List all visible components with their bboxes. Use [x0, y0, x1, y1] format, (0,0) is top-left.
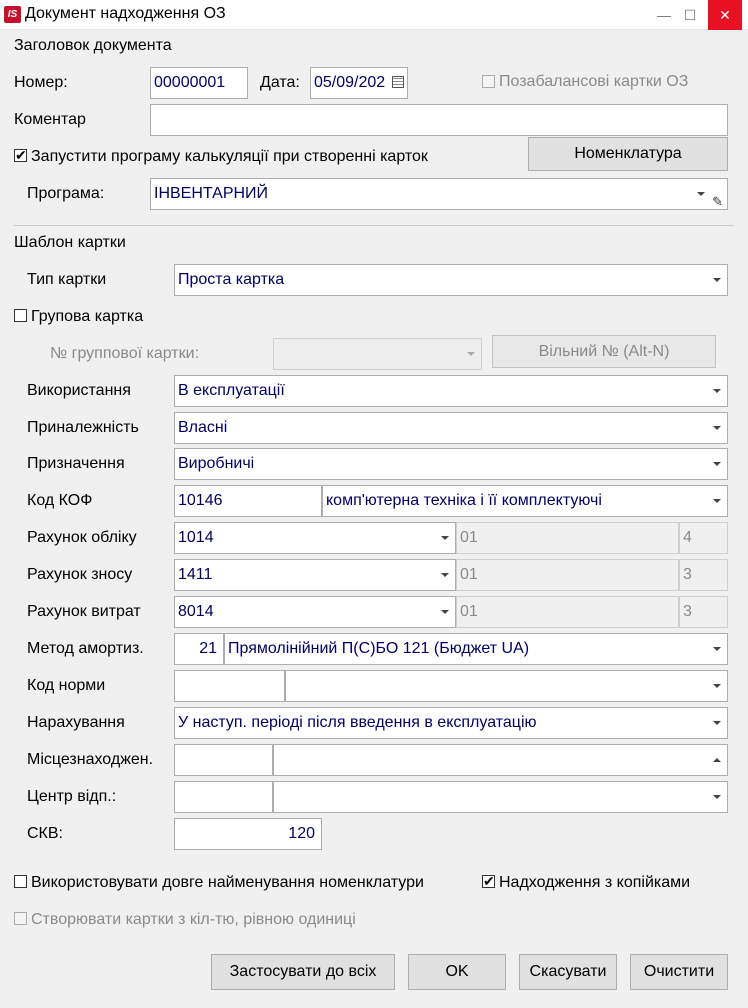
method-select[interactable] — [224, 633, 728, 665]
comment-label: Коментар — [14, 111, 86, 128]
group-card-checkbox[interactable] — [14, 309, 27, 322]
card-type-label: Тип картки — [27, 271, 107, 288]
calendar-icon[interactable] — [392, 76, 404, 88]
ownership-select[interactable] — [174, 412, 728, 444]
method-code-input[interactable]: 21 — [174, 633, 224, 665]
usage-value: В експлуатації — [178, 382, 285, 399]
group-card-label: Групова картка — [31, 308, 144, 325]
method-value: Прямолінійний П(С)БО 121 (Бюджет UA) — [228, 640, 530, 657]
chevron-down-icon[interactable] — [713, 721, 721, 725]
chevron-down-icon[interactable] — [467, 352, 475, 356]
unit-qty-checkbox[interactable] — [14, 912, 27, 925]
card-type-select[interactable] — [174, 264, 728, 296]
long-name-label: Використовувати довге найменування номенклатури — [31, 874, 424, 891]
chevron-down-icon[interactable] — [441, 536, 449, 540]
expense-account-sub-field: 01 — [456, 596, 679, 628]
usage-label: Використання — [27, 382, 131, 399]
window-title: Документ надходження ОЗ — [25, 5, 226, 22]
norm-code-input[interactable] — [174, 670, 285, 702]
depr-account-num-field: 3 — [679, 559, 728, 591]
program-select[interactable] — [150, 178, 728, 210]
kof-name-value: комп'ютерна техніка і її комплектуючі — [326, 492, 602, 509]
center-code-input[interactable] — [174, 781, 273, 813]
number-label: Номер: — [14, 74, 68, 91]
skv-input[interactable]: 120 — [174, 818, 322, 850]
maximize-button[interactable]: ☐ — [683, 7, 697, 23]
usage-select[interactable] — [174, 375, 728, 407]
cancel-button[interactable]: Скасувати — [519, 954, 617, 990]
chevron-down-icon[interactable] — [713, 684, 721, 688]
account-num-field: 4 — [679, 522, 728, 554]
ownership-label: Приналежність — [27, 419, 139, 436]
depr-account-label: Рахунок зносу — [27, 566, 133, 583]
expense-account-select[interactable] — [174, 596, 456, 628]
account-sub-field: 01 — [456, 522, 679, 554]
accrual-label: Нарахування — [27, 714, 125, 731]
account-label: Рахунок обліку — [27, 529, 137, 546]
method-label: Метод амортиз. — [27, 640, 144, 657]
center-select[interactable] — [273, 781, 728, 813]
chevron-down-icon[interactable] — [441, 610, 449, 614]
accrual-select[interactable] — [174, 707, 728, 739]
purpose-label: Призначення — [27, 455, 125, 472]
chevron-down-icon[interactable] — [713, 278, 721, 282]
card-type-value: Проста картка — [178, 271, 285, 288]
date-value: 05/09/202 — [314, 74, 386, 91]
kopecks-checkbox[interactable] — [482, 875, 495, 888]
chevron-up-icon[interactable] — [713, 758, 721, 762]
run-calc-label: Запустити програму калькуляції при створенні карток — [31, 148, 428, 165]
program-value: ІНВЕНТАРНИЙ — [154, 185, 269, 202]
depr-account-sub-field: 01 — [456, 559, 679, 591]
location-code-input[interactable] — [174, 744, 273, 776]
pencil-icon[interactable]: ✎ — [712, 194, 723, 209]
offbalance-label: Позабалансові картки ОЗ — [499, 73, 689, 90]
account-select[interactable] — [174, 522, 456, 554]
purpose-select[interactable] — [174, 448, 728, 480]
skv-label: СКВ: — [27, 825, 63, 842]
chevron-down-icon[interactable] — [713, 426, 721, 430]
kof-code-input[interactable]: 10146 — [174, 485, 322, 517]
template-section-title: Шаблон картки — [14, 234, 126, 251]
location-select[interactable] — [273, 744, 728, 776]
title-bar — [0, 0, 748, 30]
free-number-button[interactable]: Вільний № (Alt-N) — [492, 335, 716, 368]
clear-button[interactable]: Очистити — [630, 954, 728, 990]
check-icon: ✔ — [483, 873, 495, 889]
location-label: Місцезнаходжен. — [27, 751, 154, 768]
depr-account-value: 1411 — [178, 566, 213, 583]
expense-account-num-field: 3 — [679, 596, 728, 628]
chevron-down-icon[interactable] — [713, 389, 721, 393]
chevron-down-icon[interactable] — [713, 499, 721, 503]
chevron-down-icon[interactable] — [713, 462, 721, 466]
norm-label: Код норми — [27, 677, 106, 694]
chevron-down-icon[interactable] — [713, 647, 721, 651]
minimize-button[interactable]: — — [657, 7, 671, 23]
purpose-value: Виробничі — [178, 455, 255, 472]
chevron-down-icon[interactable] — [713, 795, 721, 799]
program-label: Програма: — [27, 185, 105, 202]
comment-input[interactable] — [150, 104, 728, 136]
expense-account-value: 8014 — [178, 603, 214, 620]
center-label: Центр відп.: — [27, 788, 117, 805]
ok-button[interactable]: OK — [408, 954, 506, 990]
header-section-title: Заголовок документа — [14, 37, 172, 54]
close-button[interactable]: ✕ — [708, 0, 742, 30]
apply-all-button[interactable]: Застосувати до всіх — [211, 954, 395, 990]
kopecks-label: Надходження з копійками — [499, 874, 691, 891]
offbalance-checkbox[interactable] — [482, 75, 495, 88]
group-number-select[interactable] — [273, 338, 482, 370]
ownership-value: Власні — [178, 419, 228, 436]
kof-name-select[interactable] — [322, 485, 728, 517]
number-input[interactable]: 00000001 — [150, 67, 248, 99]
run-calc-checkbox[interactable] — [14, 149, 27, 162]
chevron-down-icon[interactable] — [441, 573, 449, 577]
app-logo-icon: IS — [4, 6, 21, 23]
long-name-checkbox[interactable] — [14, 875, 27, 888]
divider — [14, 225, 734, 226]
date-label: Дата: — [260, 74, 300, 91]
norm-select[interactable] — [285, 670, 728, 702]
kof-label: Код КОФ — [27, 492, 93, 509]
account-value: 1014 — [178, 529, 214, 546]
group-number-label: № группової картки: — [50, 345, 200, 362]
expense-account-label: Рахунок витрат — [27, 603, 141, 620]
nomenclature-button[interactable]: Номенклатура — [528, 137, 728, 171]
chevron-down-icon[interactable] — [697, 192, 705, 196]
date-input[interactable] — [310, 67, 408, 99]
check-icon: ✔ — [15, 147, 27, 163]
unit-qty-label: Створювати картки з кіл-тю, рівною одиниці — [31, 911, 356, 928]
depr-account-select[interactable] — [174, 559, 456, 591]
accrual-value: У наступ. періоді після введення в експлуатацію — [178, 714, 537, 731]
